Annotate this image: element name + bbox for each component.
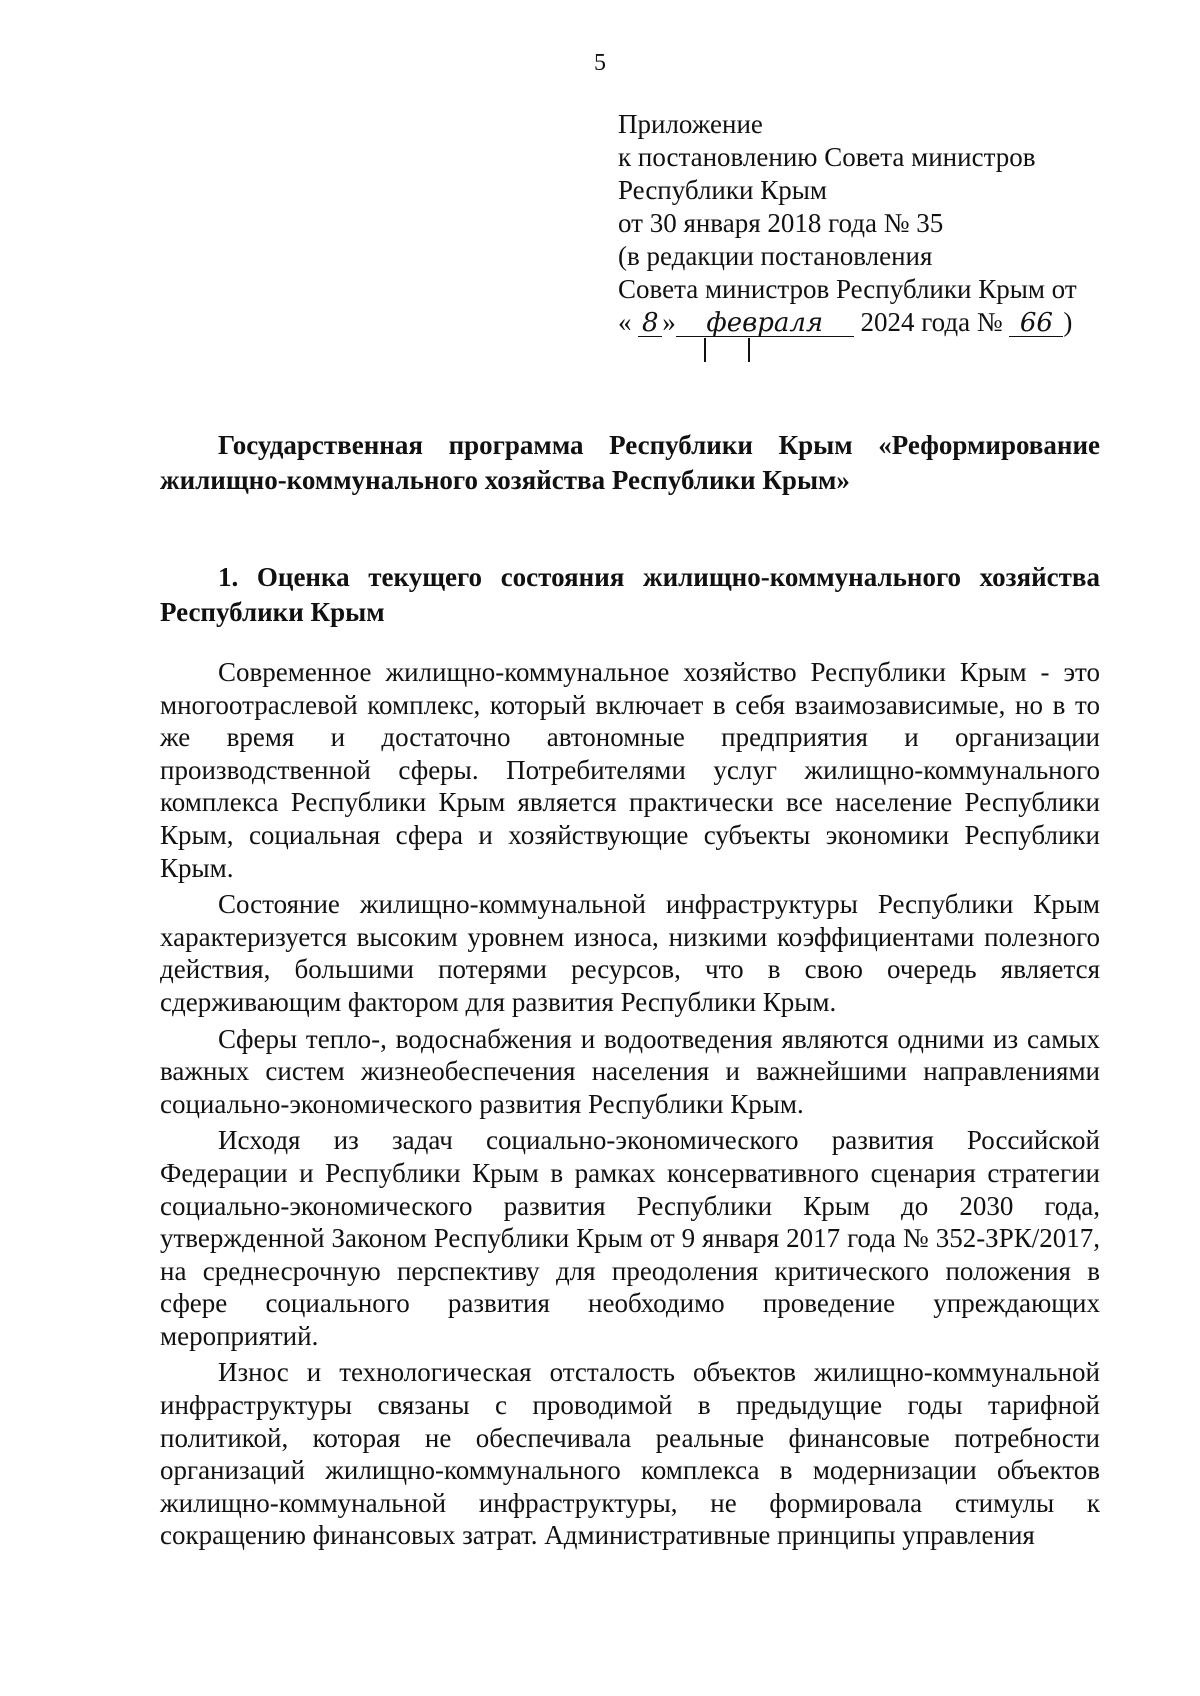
handwriting-stroke [748, 338, 750, 362]
paragraph: Современное жилищно-коммунальное хозяйство Республики Крым - это многоотраслевой комплекс, который включает в себя взаимозависимые, но в то же время и достаточно автономные предприятия и организации производственной сферы. Потребителями услуг жилищно-коммунального комплекса Республики Крым является практически все население Республики Крым, социальная сфера и хозяйствующие субъекты экономики Республики Крым. [160, 657, 1100, 883]
appendix-block [618, 108, 1118, 339]
appendix-line-1: Приложение [618, 109, 763, 139]
page-number: 5 [594, 50, 606, 76]
date-year-text: 2024 года № [853, 307, 1010, 337]
section-heading: 1. Оценка текущего состояния жилищно-коммунального хозяйства Республики Крым [160, 562, 1100, 627]
handwritten-number: 66 [1009, 310, 1063, 337]
paragraph: Исходя из задач социально-экономического развития Российской Федерации и Республики Крым в рамках консервативного сценария стратегии социально-экономического развития Республики Крым до 2030 года, утвержденной Законом Республики Крым от 9 января 2017 года № 352-ЗРК/2017, на среднесрочную перспективу для преодоления критического положения в сфере социального развития необходимо проведение упреждающих мероприятий. [160, 1125, 1100, 1351]
date-close-quote: » [662, 307, 676, 337]
paragraph: Состояние жилищно-коммунальной инфраструктуры Республики Крым характеризуется высоким уровнем износа, низкими коэффициентами полезного действия, большими потерями ресурсов, что в свою очередь является сдерживающим фактором для развития Республики Крым. [160, 889, 1100, 1017]
handwritten-month-text: февраля [706, 308, 824, 338]
date-close-paren: ) [1063, 307, 1073, 337]
paragraph: Сферы тепло-, водоснабжения и водоотведения являются одними из самых важных систем жизнеобеспечения населения и важнейшими направлениями социально-экономического развития Республики Крым. [160, 1023, 1100, 1119]
date-open-quote: « [618, 307, 632, 337]
appendix-line-5: (в редакции постановления [618, 241, 933, 271]
handwriting-stroke [704, 338, 706, 362]
paragraph: Износ и технологическая отсталость объектов жилищно-коммунальной инфраструктуры связаны с проводимой в предыдущие годы тарифной политикой, которая не обеспечивала реальные финансовые потребности организаций жилищно-коммунального комплекса в модернизации объектов жилищно-коммунальной инфраструктуры, не формировала стимулы к сокращению финансовых затрат. Административные принципы управления [160, 1357, 1100, 1551]
appendix-line-2: к постановлению Совета министров [618, 142, 1036, 172]
program-title: Государственная программа Республики Крым «Реформирование жилищно-коммунального хозяйства Республики Крым» [160, 430, 1100, 495]
appendix-line-4: от 30 января 2018 года № 35 [618, 208, 944, 238]
body-text [160, 656, 1100, 1556]
appendix-line-6: Совета министров Республики Крым от [618, 274, 1077, 304]
handwritten-month [676, 310, 854, 337]
appendix-line-3: Республики Крым [618, 175, 827, 205]
handwritten-day: 8 [638, 310, 662, 337]
amendment-date-line [618, 306, 1118, 339]
